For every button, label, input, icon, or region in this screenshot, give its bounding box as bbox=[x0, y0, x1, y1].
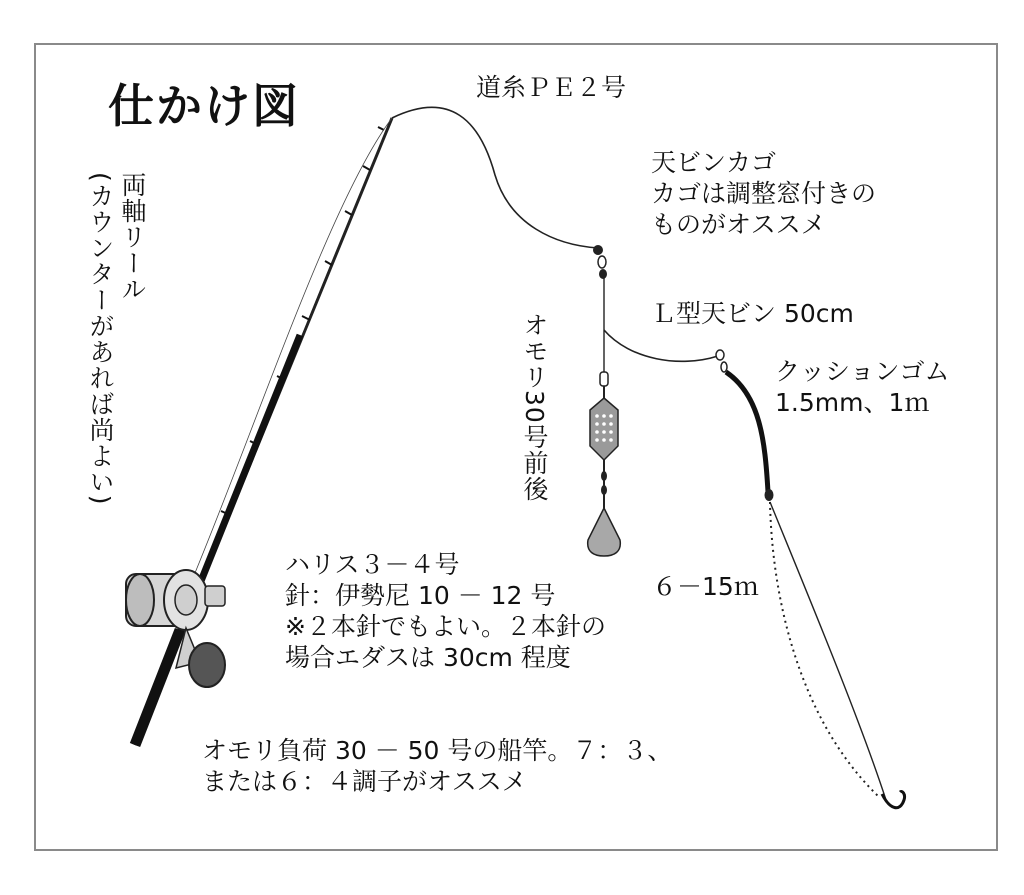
rod-label: オモリ負荷 30 － 50 号の船竿。７：３、 または６：４調子がオススメ bbox=[202, 736, 673, 796]
page-title: 仕かけ図 bbox=[108, 79, 300, 133]
harris-line bbox=[770, 502, 886, 800]
basket-icon bbox=[590, 372, 618, 508]
main-line bbox=[392, 107, 598, 248]
hook-icon bbox=[882, 791, 905, 807]
balance-label: Ｌ型天ビン 50cm bbox=[651, 299, 854, 328]
balance-arm bbox=[604, 330, 718, 361]
swivel-top-icon bbox=[593, 245, 607, 279]
sinker-label: オモリ30号前後 bbox=[520, 312, 549, 502]
leader-length-label: ６－15ｍ bbox=[652, 572, 759, 601]
harris-dotted-line bbox=[770, 502, 878, 796]
reel-label: 両軸リール bbox=[118, 172, 147, 302]
cushion-rubber bbox=[726, 372, 768, 492]
main-line-label: 道糸ＰＥ２号 bbox=[476, 73, 627, 102]
swivel-bottom-icon bbox=[765, 489, 774, 501]
balance-ring-icon bbox=[716, 350, 727, 372]
reel-note: (カウンターがあれば尚よい) bbox=[86, 172, 115, 506]
cushion-label: クッションゴム 1.5mm、1ｍ bbox=[775, 357, 950, 417]
harris-label: ハリス３－４号 針：伊勢尼 10 － 12 号 ※２本針でもよい。２本針の 場合エダスは 30cm 程度 bbox=[285, 550, 606, 672]
basket-label: 天ビンカゴ カゴは調整窓付きの ものがオススメ bbox=[651, 148, 877, 239]
